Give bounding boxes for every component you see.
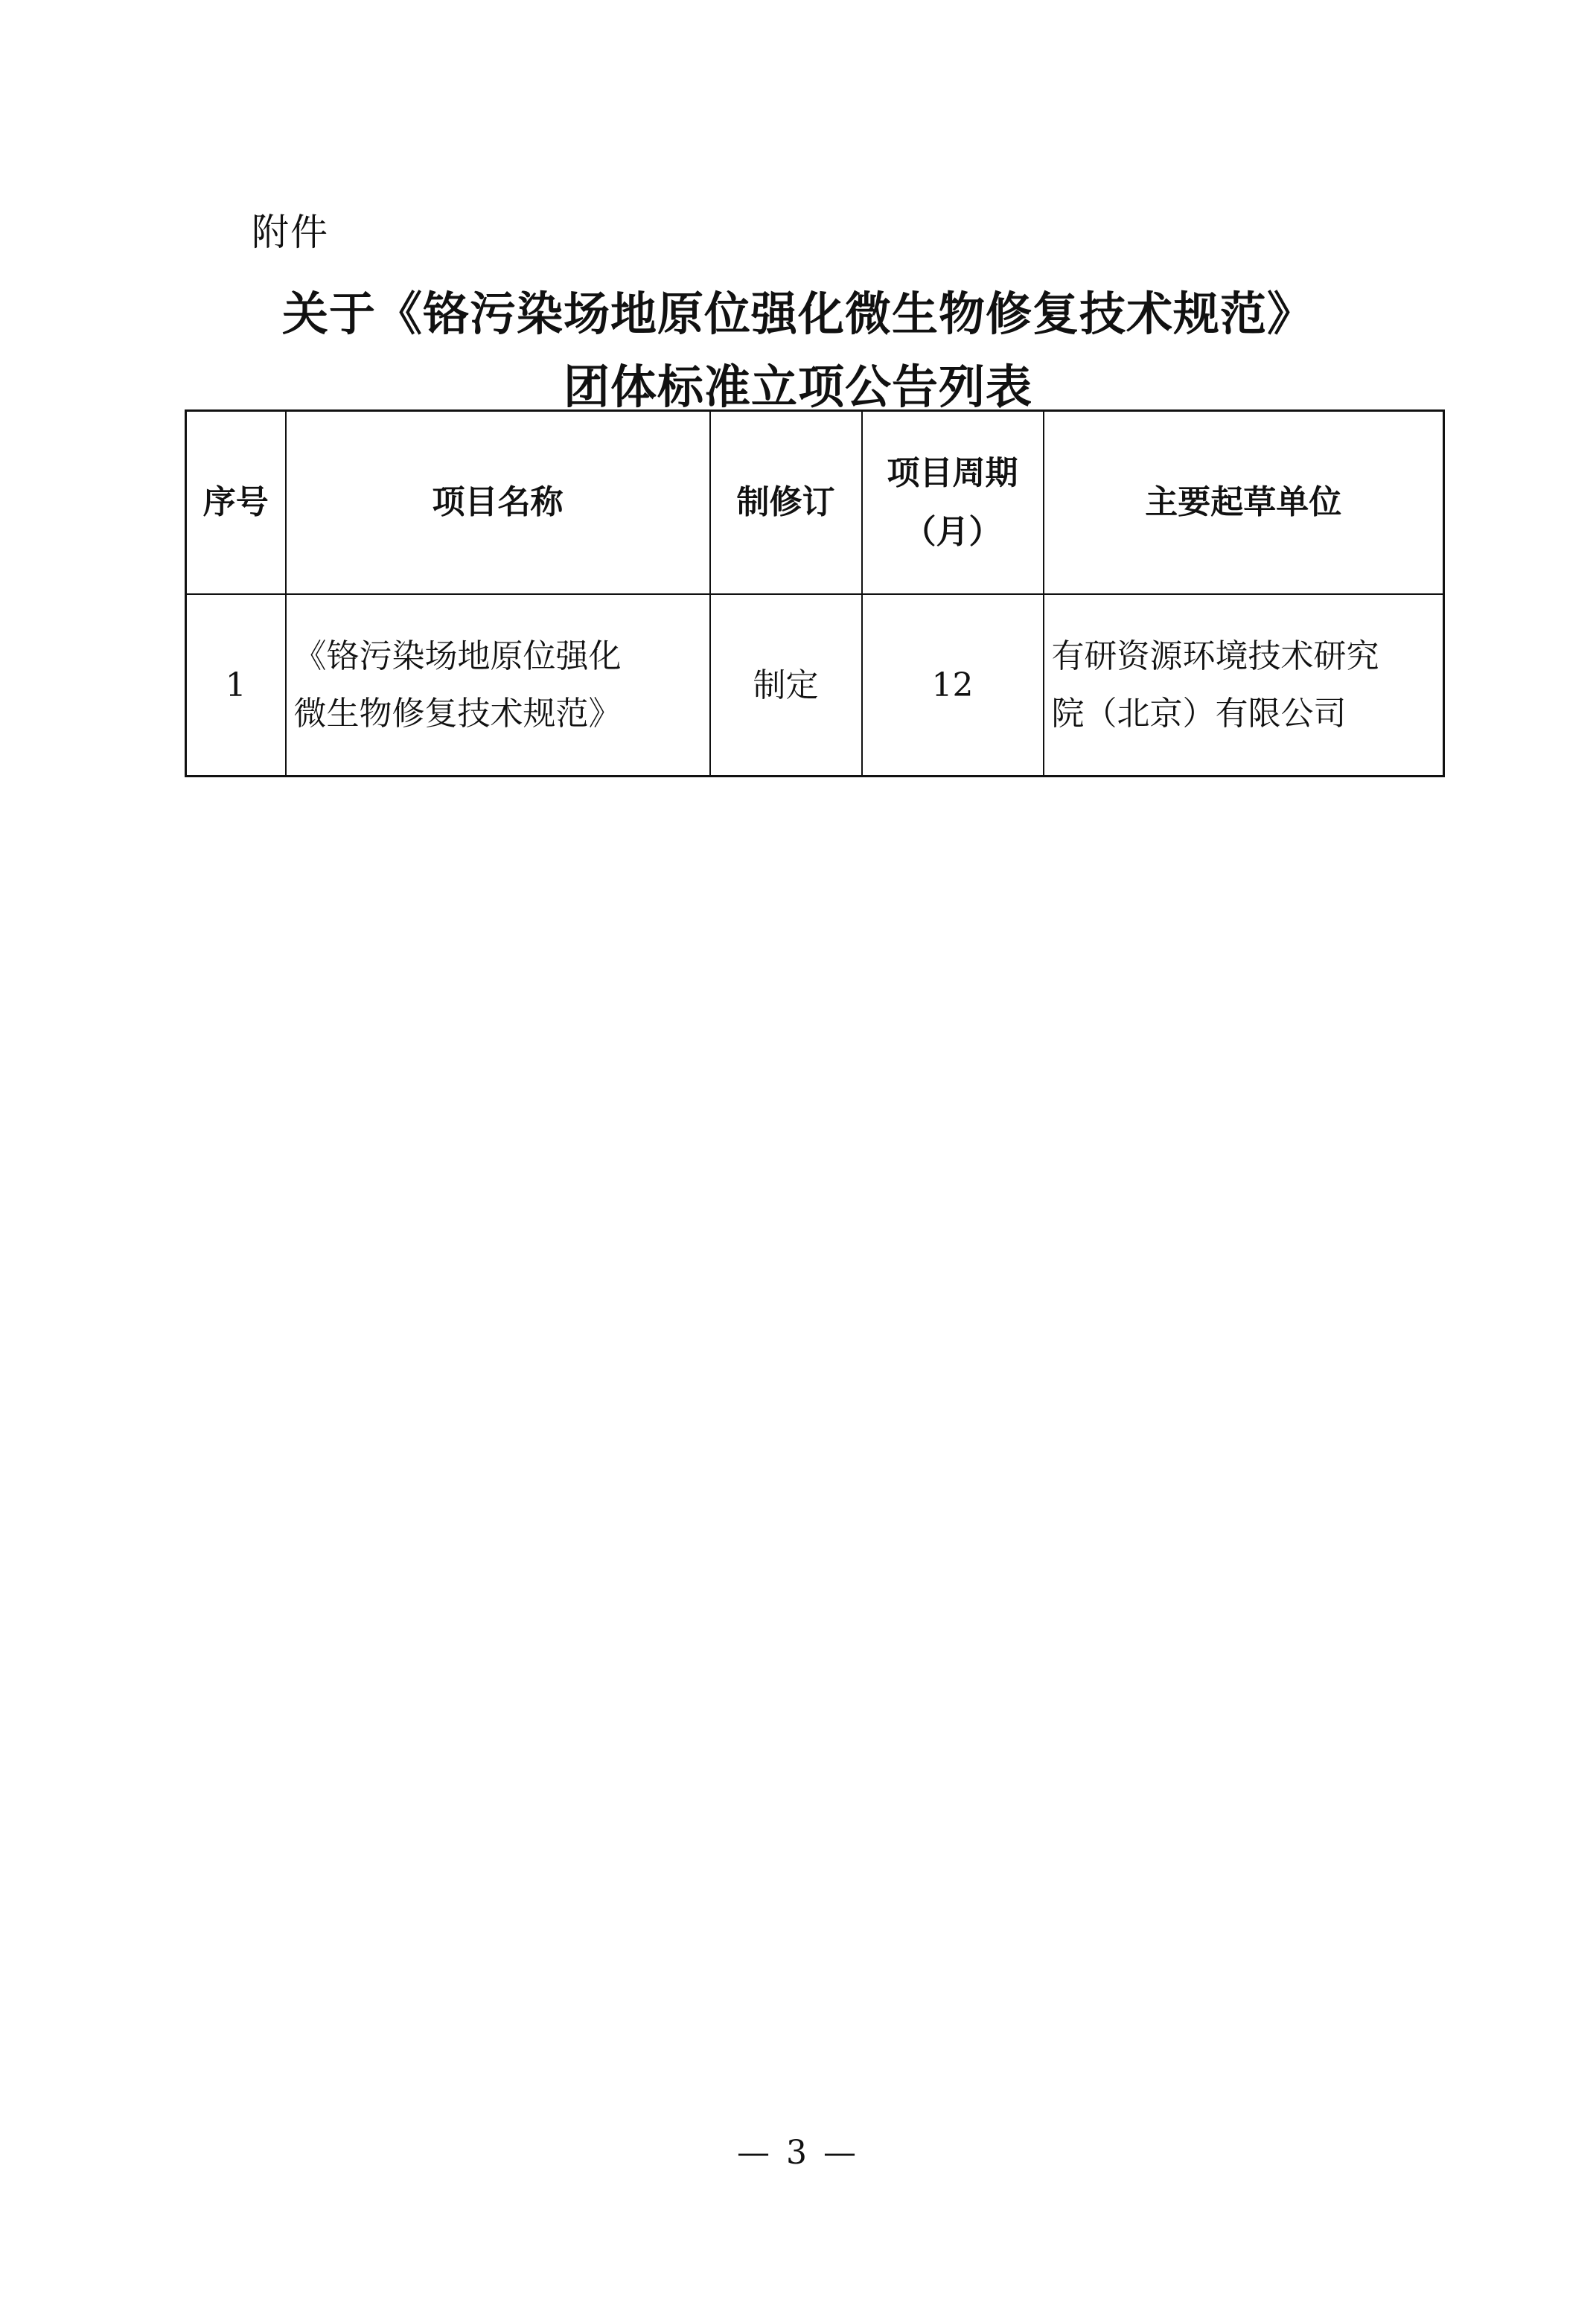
cell-revision-type: 制定 <box>710 594 862 777</box>
table-header-row <box>186 411 1444 595</box>
cell-project-name <box>286 594 710 777</box>
cell-drafting-unit <box>1044 594 1444 777</box>
header-seq: 序号 <box>186 411 286 595</box>
header-period-line-1: 项目周期 <box>887 453 1018 492</box>
header-drafting-unit: 主要起草单位 <box>1044 411 1444 595</box>
document-title-line-2: 团体标准立项公告列表 <box>563 360 1032 414</box>
cell-seq: 1 <box>186 594 286 777</box>
header-project-period <box>862 411 1044 595</box>
header-period-line-2: （月） <box>903 513 1002 551</box>
header-revision-type: 制修订 <box>710 411 862 595</box>
drafting-unit-line-1: 有研资源环境技术研究 <box>1051 637 1379 675</box>
page-number: — 3 — <box>737 2134 859 2172</box>
document-title-line-1: 关于《铬污染场地原位强化微生物修复技术规范》 <box>281 287 1314 341</box>
header-project-name: 项目名称 <box>286 411 710 595</box>
drafting-unit-line-2: 院（北京）有限公司 <box>1051 695 1347 733</box>
cell-project-period: 12 <box>862 594 1044 777</box>
project-table <box>185 409 1445 777</box>
project-name-line-2: 微生物修复技术规范》 <box>293 695 622 733</box>
table-row <box>186 594 1444 777</box>
project-name-line-1: 《铬污染场地原位强化 <box>293 637 622 675</box>
attachment-label: 附件 <box>252 211 329 254</box>
